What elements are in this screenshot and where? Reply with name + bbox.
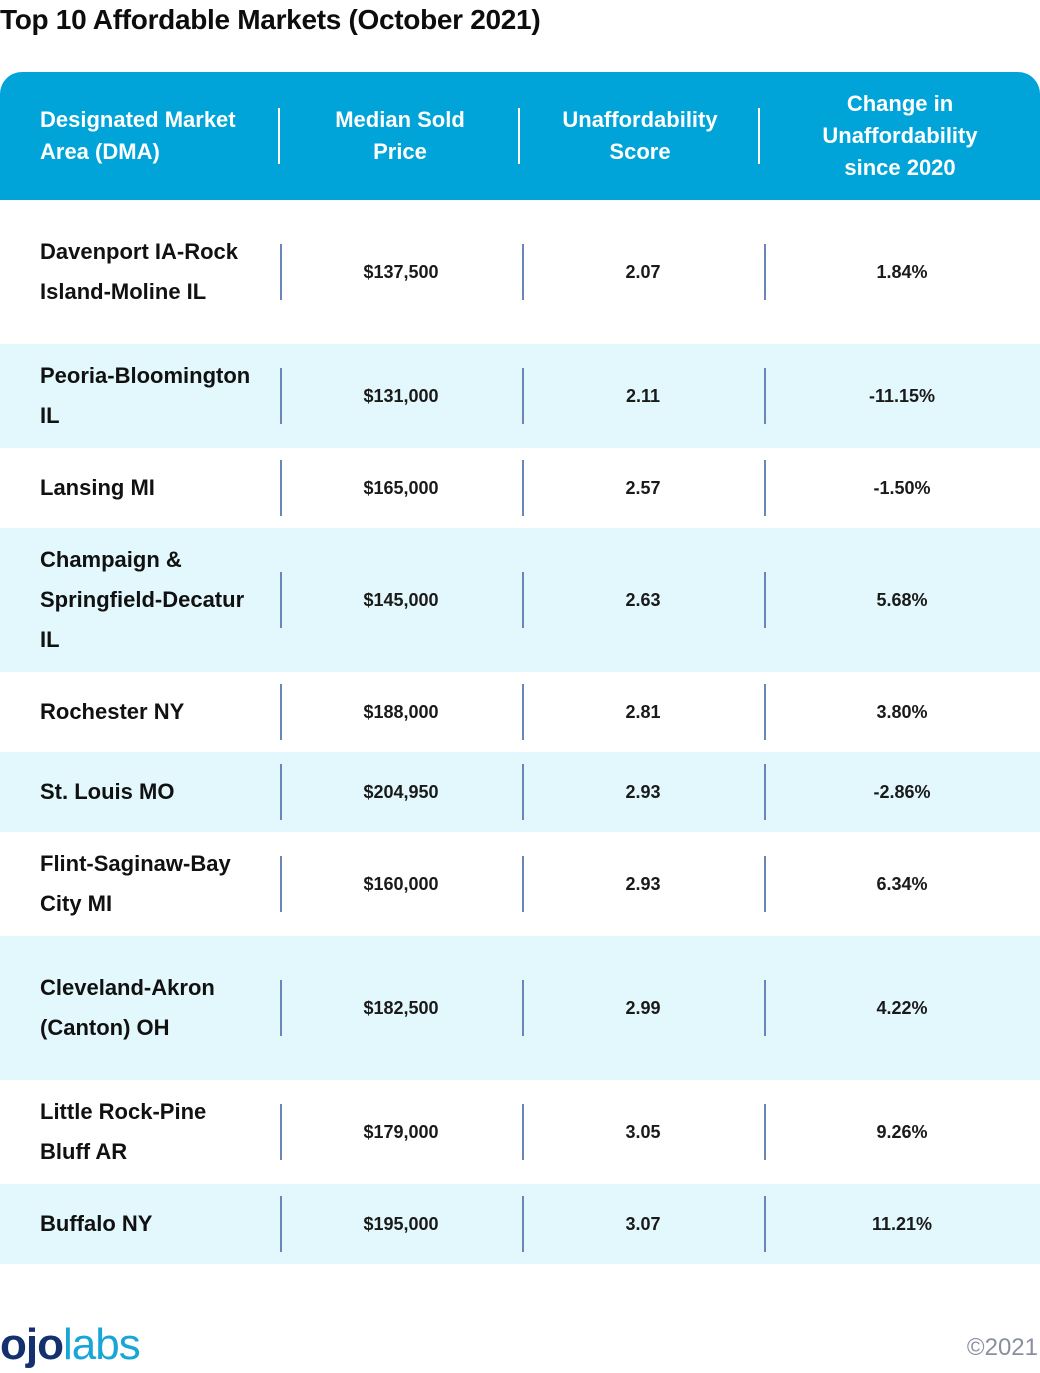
- copyright-text: ©2021: [966, 1334, 1038, 1361]
- dma-cell: Flint-Saginaw-Bay City MI: [40, 851, 231, 916]
- table-row: [0, 1184, 1040, 1264]
- dma-cell: Cleveland-Akron (Canton) OH: [40, 975, 215, 1040]
- table-row: [0, 344, 1040, 448]
- score-cell: 2.63: [522, 528, 764, 672]
- table-row: [0, 448, 1040, 528]
- change-cell: 5.68%: [764, 528, 1040, 672]
- dma-cell: St. Louis MO: [40, 779, 175, 804]
- page-title: Top 10 Affordable Markets (October 2021): [0, 4, 541, 35]
- ojolabs-logo: [0, 1320, 140, 1370]
- price-cell: $204,950: [280, 752, 522, 832]
- score-cell: 2.93: [522, 752, 764, 832]
- change-cell: 1.84%: [764, 200, 1040, 344]
- price-cell: $195,000: [280, 1184, 522, 1264]
- dma-cell: Champaign & Springfield-Decatur IL: [40, 547, 245, 652]
- header-score-label: Unaffordability Score: [562, 107, 718, 164]
- change-cell: -2.86%: [764, 752, 1040, 832]
- dma-cell: Rochester NY: [40, 699, 185, 724]
- table-row: [0, 752, 1040, 832]
- dma-cell: Lansing MI: [40, 475, 155, 500]
- logo-ojo-text: ojo: [0, 1320, 63, 1369]
- affordable-markets-table: [0, 72, 1040, 1264]
- header-dma: [0, 72, 280, 200]
- price-cell: $145,000: [280, 528, 522, 672]
- table-row: [0, 1080, 1040, 1184]
- logo-labs-text: labs: [62, 1320, 140, 1369]
- header-dma-label: Designated Market Area (DMA): [40, 107, 236, 164]
- header-score: [520, 72, 760, 200]
- score-cell: 2.99: [522, 936, 764, 1080]
- score-cell: 3.05: [522, 1080, 764, 1184]
- table-row: [0, 936, 1040, 1080]
- price-cell: $160,000: [280, 832, 522, 936]
- price-cell: $179,000: [280, 1080, 522, 1184]
- header-median-price-label: Median Sold Price: [335, 107, 465, 164]
- header-change: [760, 72, 1040, 200]
- change-cell: 11.21%: [764, 1184, 1040, 1264]
- table-row: [0, 200, 1040, 344]
- dma-cell: Davenport IA-Rock Island-Moline IL: [40, 239, 239, 304]
- change-cell: -1.50%: [764, 448, 1040, 528]
- score-cell: 2.57: [522, 448, 764, 528]
- change-cell: -11.15%: [764, 344, 1040, 448]
- score-cell: 2.07: [522, 200, 764, 344]
- table-header: [0, 72, 1040, 200]
- table-row: [0, 528, 1040, 672]
- score-cell: 2.11: [522, 344, 764, 448]
- table-row: [0, 672, 1040, 752]
- change-cell: 9.26%: [764, 1080, 1040, 1184]
- price-cell: $188,000: [280, 672, 522, 752]
- score-cell: 2.81: [522, 672, 764, 752]
- price-cell: $131,000: [280, 344, 522, 448]
- change-cell: 4.22%: [764, 936, 1040, 1080]
- header-change-label: Change in Unaffordability since 2020: [822, 91, 978, 180]
- table-row: [0, 832, 1040, 936]
- price-cell: $137,500: [280, 200, 522, 344]
- price-cell: $182,500: [280, 936, 522, 1080]
- score-cell: 2.93: [522, 832, 764, 936]
- score-cell: 3.07: [522, 1184, 764, 1264]
- dma-cell: Peoria-Bloomington IL: [40, 363, 251, 428]
- dma-cell: Buffalo NY: [40, 1211, 153, 1236]
- change-cell: 3.80%: [764, 672, 1040, 752]
- change-cell: 6.34%: [764, 832, 1040, 936]
- dma-cell: Little Rock-Pine Bluff AR: [40, 1099, 207, 1164]
- header-median-price: [280, 72, 520, 200]
- price-cell: $165,000: [280, 448, 522, 528]
